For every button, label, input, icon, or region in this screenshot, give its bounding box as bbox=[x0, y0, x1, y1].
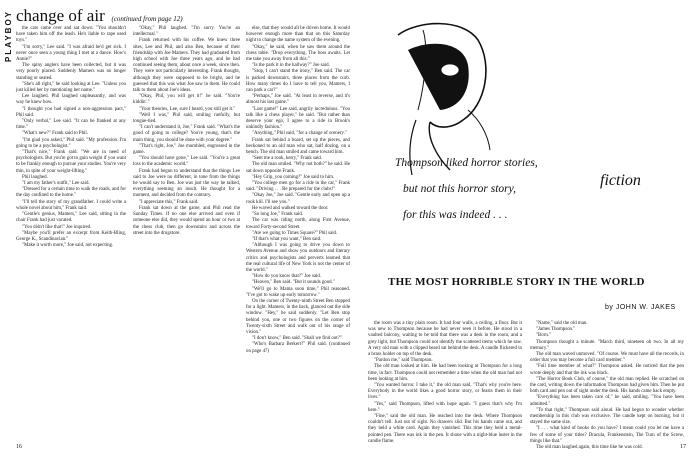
story-tagline bbox=[395, 150, 615, 228]
paragraph: Phil laughed. bbox=[22, 174, 48, 180]
paragraph: "You didn't like that!" Joe inquired. bbox=[22, 224, 92, 230]
paragraph: "That's right, Joe," Joe mumbled, engrossed in the game. bbox=[133, 143, 240, 156]
paragraph: "To that right," Thompson said aloud. He had begun to wonder whether membership in this club was exclusive. The candle kept on burning, but it stayed the same size. bbox=[530, 407, 684, 426]
paragraph: "Well I was," Phil said, smiling ruefully, but tongue-tied. bbox=[133, 112, 240, 125]
paragraph: "Hey Grip, you coming?" Joe said to him. bbox=[252, 174, 335, 180]
paragraph: "Although I was going to drive you down to Western Avenue and show you outdoors and literary critics and psychologists and perverts learned that the real cultural life of New York is not the center of the world." bbox=[246, 243, 350, 273]
paragraph: "If that's what you want," Ben said. bbox=[252, 236, 322, 242]
paragraph: Lee laughed. Phil laughed unpleasantly, and was way he knew how. bbox=[16, 94, 126, 106]
paragraph: The car was riding north, along First Avenue, toward Forty-second Street. bbox=[246, 218, 350, 230]
paragraph: "You should have gone," Lee said. "You're a great loss to the academic world." bbox=[133, 156, 240, 168]
paragraph: "The Horror Book Club, of course," the old man replied. He scratched on the card, writing down the information Thompson had given him. Then he put both card and pen out of sight under the desk. His hands came back empty. bbox=[530, 376, 684, 395]
paragraph: "I'll tell the story of my grandfather. I could write a whole novel about him," Frank said. bbox=[16, 199, 126, 211]
paragraph: "Okay, Phil, you will get it!" he said. "You're kiddin'." bbox=[133, 94, 240, 106]
paragraph: "Dressed for a certain time to walk the roads, and for the day confined to the home." bbox=[16, 187, 126, 199]
paragraph: "I appreciate this," Frank said. bbox=[139, 199, 199, 205]
article-title: change of air bbox=[16, 6, 105, 25]
paragraph: "I don't know," Ben said. "Shall we find out?" bbox=[252, 336, 342, 342]
paragraph: Frank returned with his coffee. We knew three sites, Lee and Phil, and also Ben, because of their friendship with Joe Mamers. They had graduated from high school with Joe three years ago, and he had continued seeing them, about once a week, since then. They were not particularly interesting. Frank thought, although they were supposed to be bright, and he guessed that this was what Joe saw in them. He could talk to them about Joe's ideas. bbox=[133, 38, 240, 94]
paragraph: "Pardon me," said Thompson. bbox=[374, 358, 433, 364]
paragraph: "Yes," said Thompson, lifted with hope again. "I guess that's why I'm here." bbox=[368, 401, 522, 413]
paragraph: He waved and walked toward the door. bbox=[252, 205, 329, 211]
paragraph: The spiny anglers have been collected, but it was very poorly placed. Suddenly Mamers was no longer standing or seated. bbox=[16, 63, 126, 81]
category-label: fiction bbox=[600, 172, 641, 189]
paragraph: "James Thompson." bbox=[536, 327, 576, 333]
article-header bbox=[16, 6, 183, 26]
paragraph: The old man smiled. "Why not both?" he said. He sat down opposite Frank. bbox=[246, 162, 350, 174]
byline: by JOHN W. JAKES bbox=[605, 304, 676, 311]
story-column-2 bbox=[530, 321, 684, 451]
paragraph: Frank sat down at the game, and Phil read the Sunday Times. If no one else arrived and even if someone else did, they would spend an hour or two at the chess club, then go downstairs and across the street into the drugstore. bbox=[133, 205, 240, 236]
paragraph: The old man waved unmoved. "Of course. We must have all the records, in order that you may become a full card member." bbox=[530, 352, 684, 364]
paragraph: "Maybe you'll prefer an excerpt from Keith-Bling, George K., Scandinavian." bbox=[16, 230, 126, 242]
paragraph: "That's nice," Frank said. "We are in need of psychologists. But you're got to gain weight if you want to be frankly enough to pursue your studies. You're very thin, in spite of your weight-lifting." bbox=[16, 150, 126, 174]
tagline-line: but not this horror story, bbox=[403, 183, 516, 195]
paragraph: "Who's Barbara Berkert?" Phil said. (continued on page 47) bbox=[246, 342, 350, 354]
paragraph: "Okay," he said, when he saw them around the chess table. "Drop everything. The boss awaits. Let me take you away from all this." bbox=[246, 44, 350, 63]
paragraph: "What's new?" Frank said to Phil. bbox=[22, 131, 88, 137]
paragraph: "I . . . what kind of books do you have? I mean could you let me have a few of some of your titles? Dracula, Frankenstein, The Turn of the Screw, things like that." bbox=[530, 426, 684, 444]
paragraph: "Born." bbox=[536, 333, 551, 339]
paragraph: "I am my father's outfit," Lee said. bbox=[22, 181, 90, 187]
paragraph: "Sent me a rook, kerry," Frank said. bbox=[252, 156, 323, 162]
paragraph: "Are we going to Times Square?" Phil said. bbox=[252, 230, 338, 236]
paragraph: "Everything has been taken care of," he said, smiling. "You have been admitted." bbox=[530, 395, 684, 407]
paragraph: "Anything," Phil said, "for a change of scenery." bbox=[252, 131, 347, 137]
paragraph: "You wanted horror. I take it," the old man said. "That's why you're here. Everybody in the world likes a good horror story, or feasts them in their lives." bbox=[368, 383, 522, 401]
paragraph: "Lost game!" Lee said, angrily incredulous. "You talk like a chess player," he said. "But rather than deserve your ego, I agree to a ride in Brook's unkindly fashion." bbox=[246, 106, 350, 131]
paragraph: "I thought you had signed a non-aggression pact," Phil said. bbox=[16, 106, 126, 118]
paragraph: Frank had begun to understand that the things Lee said to Joe were no different, in tone from the things he would say to Ben. Joe was just the way he talked, everything seeming an insult. He thought for a moment, and decided from the contrary. bbox=[133, 168, 240, 199]
magazine-spine-label: PLAYBOY bbox=[4, 10, 13, 62]
paragraph: "Only verbal," Lee said. "It can be flanked at any time." bbox=[16, 119, 126, 131]
paragraph: "I can't understand it, Joe," Frank said. "What's the good of going to college? You're young, that's the main thing, you should be done with your degree." bbox=[133, 125, 240, 143]
paragraph: Frank sat behind a board, set up the pieces, and beckoned to an old man who sat, half dozing, on a bench. The old man smiled and came toward him. bbox=[246, 137, 350, 156]
paragraph: "Is the park it in the hallway?" Joe said. bbox=[252, 63, 330, 69]
paragraph: "How do you know that?" Joe said. bbox=[252, 274, 322, 280]
paragraph: "Full time member of what?" Thompson asked. He noticed that the pen wrote deeply and that the ink was black. bbox=[530, 364, 684, 376]
continued-note: (continued from page 12) bbox=[111, 15, 183, 23]
paragraph: "I'm sorry," Lee said. "I was afraid he'd get sick. I never once seen a young thing I met at a dance. How's Annie?" bbox=[16, 44, 126, 63]
paragraph: "Stop, I can't stand the irony," Ben said. The car is parked downstairs, three places from the curb. How many times do I have to tell you, Mamers, I can park a car?" bbox=[246, 69, 350, 94]
tagline-line: for this was indeed . . . bbox=[403, 209, 508, 221]
story-title: THE MOST HORRIBLE STORY IN THE WORLD bbox=[388, 276, 645, 288]
paragraph: "Gentle's genius, Mamers," Lee said, sitting in the chair Frank had just vacated. bbox=[16, 212, 126, 224]
paragraph: On the corner of Twenty-ninth Street Ben stopped for a light. Mamers, in the back, glanced out the side window. "Hey," he said suddenly. "Let Ben stop behind you, one or two figures on the corner of Twenty-sixth Street and walk out of his range of vision." bbox=[246, 298, 350, 335]
left-column-1 bbox=[16, 26, 126, 249]
paragraph: "Okay," Phil laughed. "I'm sorry. You're an intellectual." bbox=[133, 26, 240, 38]
tagline-line: Thompson liked horror stories, bbox=[395, 157, 538, 169]
paragraph: the room was a tiny plain room. It had four walls, a ceiling, a floor. But it was new to Thompson because he had never seen it before. He stood in a vaulted balcony, waiting to be told that there was a desk in the room, and a grey light, but Thompson could not identify the scattered items which he saw. A very old man with a clipped beard sat behind the desk. A candle flickered in a brass holder on top of the desk. bbox=[368, 321, 522, 358]
paragraph: "Fine," said the old man. He reached into the desk. Where Thompson couldn't tell. Just out of sight. No drawers slid. But his hands came out, and they held a white card. Again they vanished. This time they held a metal-pointed pen. There was ink in the pen. It shone with a night-blue luster in the candle flame. bbox=[368, 414, 522, 444]
paragraph: "You college men go for a ride in the car," Frank said. "Driving . . . Be prepared for the clubs!" bbox=[246, 181, 350, 193]
story-column-1 bbox=[368, 321, 522, 445]
paragraph: "So long Joe," Frank said. bbox=[252, 212, 303, 218]
paragraph: "Perhaps," Joe said. "At least in reverse, and it's almost his last game." bbox=[246, 94, 350, 106]
paragraph: "She's all right," he said looking at Lee. "Unless you just killed her by mentioning her name." bbox=[16, 81, 126, 94]
paragraph: "Name," said the old man. bbox=[536, 321, 588, 326]
paragraph: "Okay Joe," Joe said. "Gentle early and open up a rook kill. I'll see you." bbox=[246, 193, 350, 205]
paragraph: "Your theories, Lee, sure I heard, you still get it." bbox=[139, 106, 236, 112]
paragraph: "I'm glad you asked," Phil said. "My profession. I'm going to be a psychologist." bbox=[16, 137, 126, 149]
paragraph: else, that they would all be driven home. It would however enough more than that on this Saturday night to change the name system of the evening. bbox=[246, 26, 350, 44]
page-number-right: 17 bbox=[680, 444, 686, 450]
left-column-3 bbox=[246, 26, 350, 355]
paragraph: The old man looked at him. He had been looking at Thompson for a long time, in fact. Thompson could not remember a time when the old man had not been looking at him. bbox=[368, 364, 522, 382]
paragraph: "Heaven," Ben said. "But it sounds good." bbox=[252, 280, 335, 286]
paragraph: "We'll go to Mama soon time," Phil reasoned. "I've got to wake up early tomorrow." bbox=[246, 286, 350, 298]
paragraph: "Make it worth more," Joe said, not expecting. bbox=[22, 243, 114, 249]
paragraph: The old man laughed again, this time like he was cold. bbox=[536, 445, 643, 451]
paragraph: the cars came over and sat down. "You shouldn't have taken him off the leash. He's liable to rape used toys." bbox=[16, 26, 126, 44]
left-column-2 bbox=[133, 26, 240, 237]
page-number-left: 16 bbox=[16, 444, 22, 450]
paragraph: Thompson thought a minute. "March third, nineteen oh two. In all my memory." bbox=[530, 339, 684, 351]
